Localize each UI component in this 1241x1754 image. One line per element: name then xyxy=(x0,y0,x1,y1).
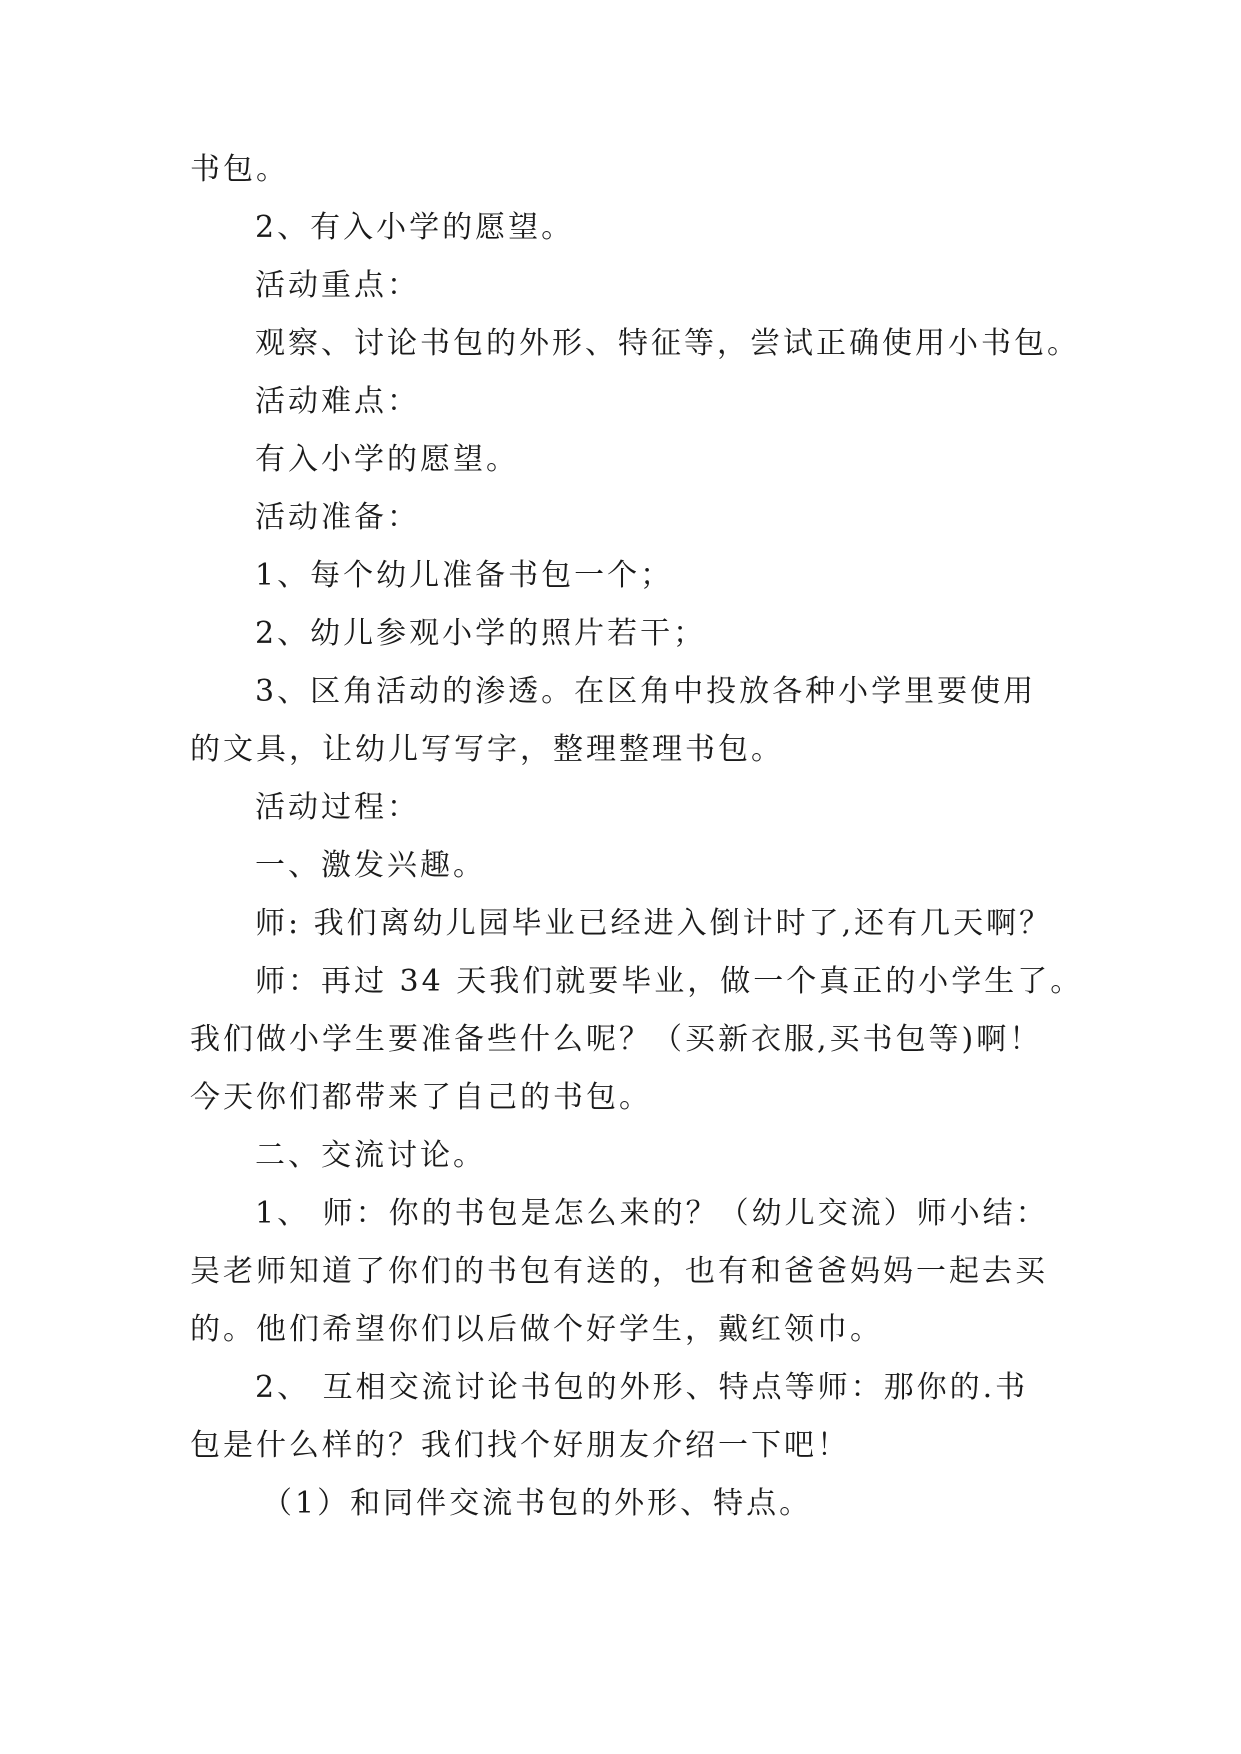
text-line: 2、 互相交流讨论书包的外形、特点等师：那你的.书 xyxy=(255,1370,1029,1405)
text-line: 师：再过 34 天我们就要毕业，做一个真正的小学生了。 xyxy=(255,964,1084,999)
text-line: 有入小学的愿望。 xyxy=(255,442,519,477)
section-heading: 活动难点： xyxy=(255,384,420,419)
text-line: 观察、讨论书包的外形、特征等，尝试正确使用小书包。 xyxy=(255,326,1080,361)
text-line: 1、每个幼儿准备书包一个； xyxy=(255,558,674,593)
section-heading: 活动重点： xyxy=(255,268,420,303)
text-line: 我们做小学生要准备些什么呢？（买新衣服,买书包等)啊！ xyxy=(190,1022,1043,1057)
text-line: 今天你们都带来了自己的书包。 xyxy=(190,1080,652,1115)
text-line: 的。他们希望你们以后做个好学生，戴红领巾。 xyxy=(190,1312,883,1347)
text-line: 一、激发兴趣。 xyxy=(255,848,486,883)
text-line: 吴老师知道了你们的书包有送的，也有和爸爸妈妈一起去买 xyxy=(190,1254,1048,1289)
text-line: 书包。 xyxy=(190,152,289,187)
text-line: 师: 我们离幼儿园毕业已经进入倒计时了,还有几天啊？ xyxy=(255,906,1053,941)
text-line: 2、有入小学的愿望。 xyxy=(255,210,575,245)
text-line: 1、 师：你的书包是怎么来的？（幼儿交流）师小结： xyxy=(255,1196,1049,1231)
text-line: （1）和同伴交流书包的外形、特点。 xyxy=(262,1486,813,1521)
section-heading: 活动过程： xyxy=(255,790,420,825)
text-line: 包是什么样的？我们找个好朋友介绍一下吧！ xyxy=(190,1428,850,1463)
text-line: 3、区角活动的渗透。在区角中投放各种小学里要使用 xyxy=(255,674,1037,709)
text-line: 的文具，让幼儿写写字，整理整理书包。 xyxy=(190,732,784,767)
text-line: 2、幼儿参观小学的照片若干； xyxy=(255,616,707,651)
text-line: 二、交流讨论。 xyxy=(255,1138,486,1173)
section-heading: 活动准备： xyxy=(255,500,420,535)
